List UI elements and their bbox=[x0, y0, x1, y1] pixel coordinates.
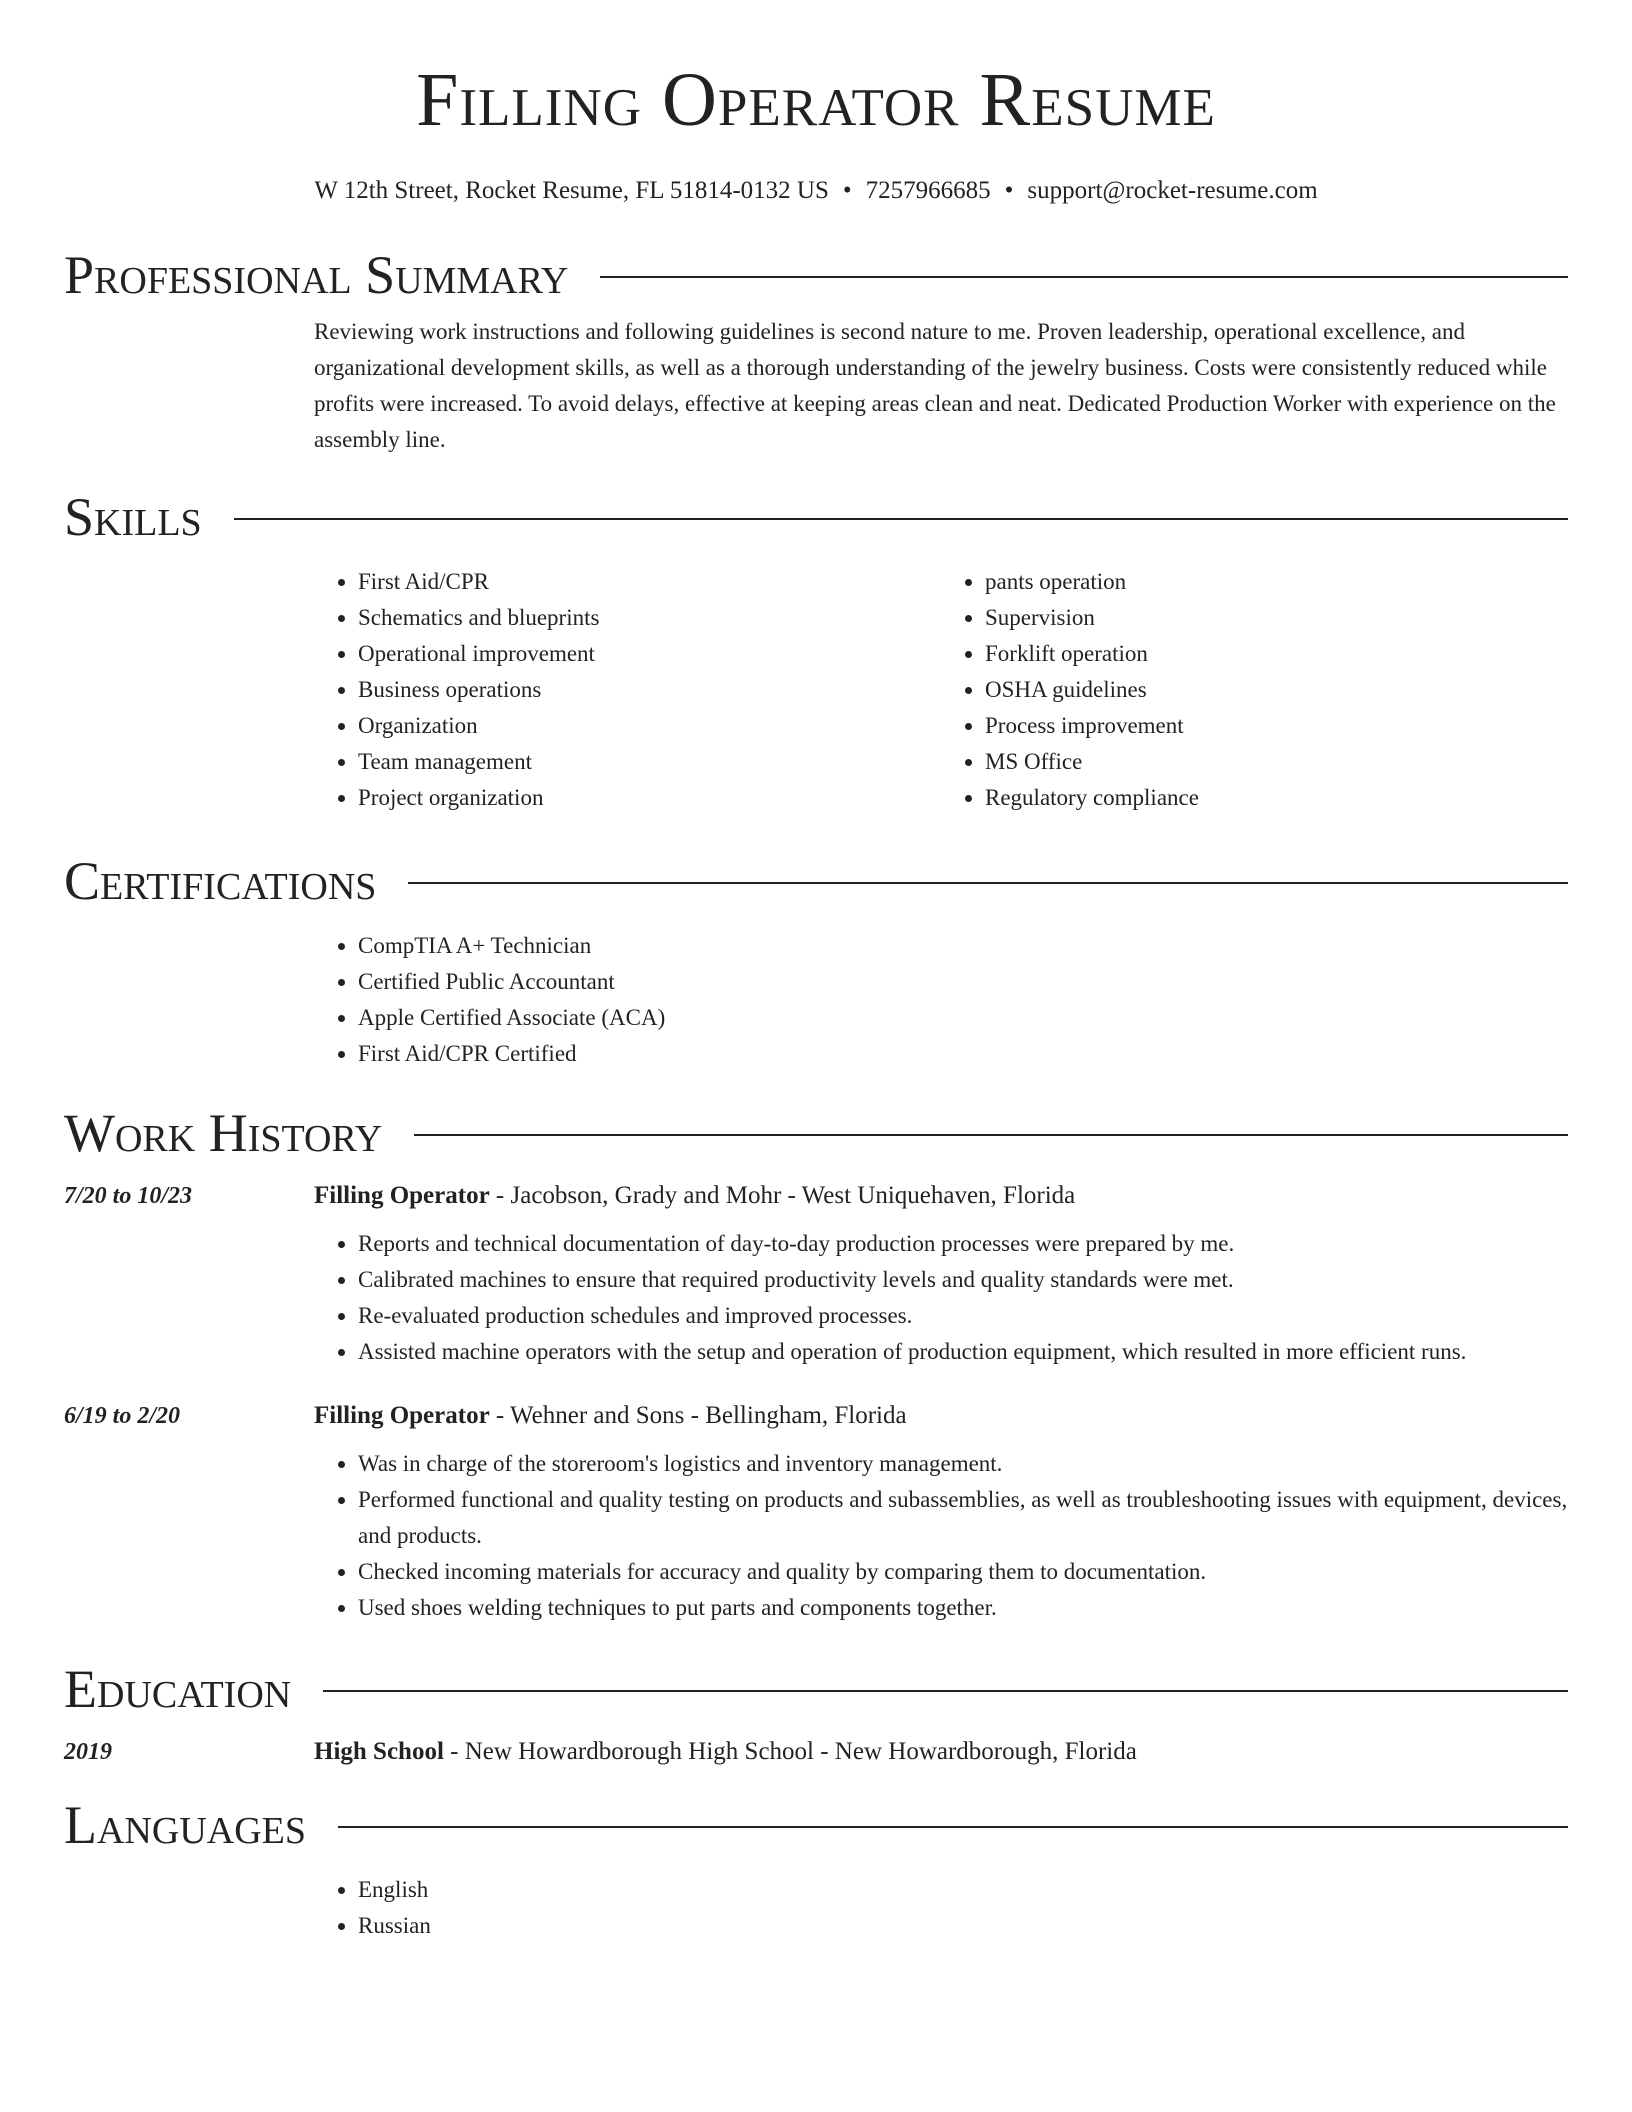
contact-email: support@rocket-resume.com bbox=[1027, 177, 1318, 204]
skills-heading: Skills bbox=[64, 487, 202, 547]
skill-item: • Regulatory compliance bbox=[985, 780, 1568, 816]
skills-list-left bbox=[314, 564, 941, 816]
section-divider bbox=[323, 1690, 1568, 1692]
job-role: Filling Operator bbox=[314, 1402, 490, 1429]
summary-header bbox=[64, 240, 1568, 310]
job-role: Filling Operator bbox=[314, 1182, 490, 1209]
languages-list bbox=[314, 1872, 1568, 1944]
education-line bbox=[314, 1738, 1137, 1766]
summary-section bbox=[64, 240, 1568, 458]
certification-item: • Apple Certified Associate (ACA) bbox=[358, 1000, 1568, 1036]
languages-heading: Languages bbox=[64, 1795, 306, 1855]
skill-item: • MS Office bbox=[985, 744, 1568, 780]
certifications-list bbox=[314, 928, 1568, 1072]
skill-item: • Business operations bbox=[358, 672, 941, 708]
summary-heading: Professional Summary bbox=[64, 245, 569, 305]
job-bullet-list bbox=[314, 1446, 1568, 1626]
job-entry bbox=[64, 1402, 1568, 1626]
certification-item: • Certified Public Accountant bbox=[358, 964, 1568, 1000]
job-dates: 7/20 to 10/23 bbox=[64, 1183, 193, 1209]
skill-item: • Process improvement bbox=[985, 708, 1568, 744]
job-header-row bbox=[64, 1402, 1568, 1430]
certification-item: • CompTIA A+ Technician bbox=[358, 928, 1568, 964]
skills-header bbox=[64, 482, 1568, 552]
resume-title: Filling Operator Resume bbox=[416, 58, 1216, 142]
job-entry bbox=[64, 1182, 1568, 1370]
skill-item: • Organization bbox=[358, 708, 941, 744]
languages-body bbox=[314, 1872, 1568, 1944]
contact-phone: 7257966685 bbox=[865, 177, 991, 204]
job-bullets bbox=[314, 1226, 1568, 1370]
job-bullet: • Used shoes welding techniques to put parts and components together. bbox=[358, 1590, 1568, 1626]
skill-item: • Project organization bbox=[358, 780, 941, 816]
section-divider bbox=[600, 276, 1568, 278]
skill-item: • First Aid/CPR bbox=[358, 564, 941, 600]
summary-body bbox=[314, 314, 1568, 458]
certification-item: • First Aid/CPR Certified bbox=[358, 1036, 1568, 1072]
education-entry bbox=[64, 1738, 1568, 1766]
skill-item: • Operational improvement bbox=[358, 636, 941, 672]
skill-item: • OSHA guidelines bbox=[985, 672, 1568, 708]
job-bullet: • Performed functional and quality testing on products and subassemblies, as well as troubleshooting issues with equipment, devices, and products. bbox=[358, 1482, 1568, 1554]
education-heading: Education bbox=[64, 1659, 292, 1719]
job-header-row bbox=[64, 1182, 1568, 1210]
job-bullet: • Was in charge of the storeroom's logistics and inventory management. bbox=[358, 1446, 1568, 1482]
work-history-section bbox=[64, 1098, 1568, 1626]
contact-separator: • bbox=[1004, 177, 1014, 204]
job-title-line bbox=[314, 1402, 907, 1430]
job-details: - Wehner and Sons - Bellingham, Florida bbox=[489, 1402, 907, 1429]
job-bullet: • Checked incoming materials for accuracy and quality by comparing them to documentation. bbox=[358, 1554, 1568, 1590]
job-bullet-list bbox=[314, 1226, 1568, 1370]
section-divider bbox=[408, 882, 1568, 884]
education-header bbox=[64, 1654, 1568, 1724]
job-dates: 6/19 to 2/20 bbox=[64, 1403, 181, 1429]
language-item: • English bbox=[358, 1872, 1568, 1908]
skills-columns bbox=[314, 564, 1568, 816]
languages-header bbox=[64, 1790, 1568, 1860]
certifications-body bbox=[314, 928, 1568, 1072]
skill-item: • Schematics and blueprints bbox=[358, 600, 941, 636]
education-year: 2019 bbox=[64, 1739, 112, 1765]
skills-list-right bbox=[941, 564, 1568, 816]
language-item: • Russian bbox=[358, 1908, 1568, 1944]
certifications-heading: Certifications bbox=[64, 851, 377, 911]
section-divider bbox=[338, 1826, 1568, 1828]
job-bullets bbox=[314, 1446, 1568, 1626]
job-bullet: • Reports and technical documentation of day-to-day production processes were prepared by me. bbox=[358, 1226, 1568, 1262]
contact-line bbox=[64, 176, 1568, 206]
certifications-section bbox=[64, 846, 1568, 1072]
education-degree: High School bbox=[314, 1738, 444, 1765]
skills-section bbox=[64, 482, 1568, 816]
education-section bbox=[64, 1654, 1568, 1766]
section-divider bbox=[414, 1134, 1568, 1136]
contact-separator: • bbox=[842, 177, 852, 204]
education-details: - New Howardborough High School - New Howardborough, Florida bbox=[443, 1738, 1137, 1765]
skill-item: • pants operation bbox=[985, 564, 1568, 600]
job-title-line bbox=[314, 1182, 1075, 1210]
job-bullet: • Re-evaluated production schedules and improved processes. bbox=[358, 1298, 1568, 1334]
work-history-heading: Work History bbox=[64, 1103, 383, 1163]
skill-item: • Supervision bbox=[985, 600, 1568, 636]
skill-item: • Team management bbox=[358, 744, 941, 780]
summary-text: Reviewing work instructions and following guidelines is second nature to me. Proven leadership, operational excellence, and organizational development skills, as well as a thorough understanding of the jewelry business. Costs were consistently reduced while profits were increased. To avoid delays, effective at keeping areas clean and neat. Dedicated Production Worker with experience on the assembly line. bbox=[314, 319, 1556, 452]
contact-address: W 12th Street, Rocket Resume, FL 51814-0132 US bbox=[314, 177, 829, 204]
languages-section bbox=[64, 1790, 1568, 1944]
skill-item: • Forklift operation bbox=[985, 636, 1568, 672]
work-history-header bbox=[64, 1098, 1568, 1168]
job-bullet: • Calibrated machines to ensure that required productivity levels and quality standards were met. bbox=[358, 1262, 1568, 1298]
section-divider bbox=[234, 518, 1568, 520]
job-bullet: • Assisted machine operators with the setup and operation of production equipment, which resulted in more efficient runs. bbox=[358, 1334, 1568, 1370]
certifications-header bbox=[64, 846, 1568, 916]
job-details: - Jacobson, Grady and Mohr - West Uniquehaven, Florida bbox=[489, 1182, 1076, 1209]
